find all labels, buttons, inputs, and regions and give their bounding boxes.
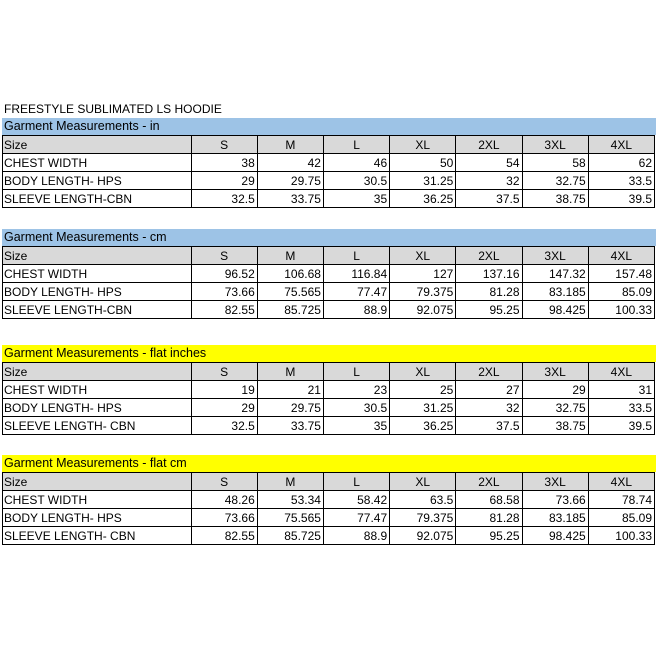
size-header-label: Size (3, 136, 192, 154)
measurement-table (2, 362, 655, 435)
table-row (3, 381, 655, 399)
table-row (3, 265, 655, 283)
size-column-header: 4XL (588, 363, 654, 381)
measurement-value: 83.185 (522, 509, 588, 527)
size-column-header: 2XL (456, 136, 522, 154)
measurement-value: 23 (323, 381, 389, 399)
measurement-value: 38.75 (522, 190, 588, 208)
measurement-label: BODY LENGTH- HPS (3, 509, 192, 527)
measurement-value: 79.375 (390, 509, 456, 527)
size-column-header: XL (390, 363, 456, 381)
size-column-header: L (323, 136, 389, 154)
measurement-value: 36.25 (390, 190, 456, 208)
measurement-value: 32 (456, 399, 522, 417)
measurement-value: 62 (588, 154, 654, 172)
measurement-table (2, 246, 655, 319)
measurement-value: 98.425 (522, 301, 588, 319)
measurement-value: 39.5 (588, 190, 654, 208)
measurement-label: CHEST WIDTH (3, 265, 192, 283)
size-column-header: S (191, 136, 257, 154)
measurement-value: 77.47 (323, 283, 389, 301)
size-column-header: 2XL (456, 473, 522, 491)
measurement-section (2, 455, 656, 545)
measurement-value: 82.55 (191, 527, 257, 545)
size-column-header: M (257, 473, 323, 491)
size-column-header: 2XL (456, 363, 522, 381)
table-row (3, 491, 655, 509)
table-row (3, 509, 655, 527)
section-heading: Garment Measurements - flat inches (2, 345, 656, 362)
size-column-header: 2XL (456, 247, 522, 265)
measurement-value: 85.09 (588, 509, 654, 527)
section-heading: Garment Measurements - flat cm (2, 455, 656, 472)
measurement-value: 27 (456, 381, 522, 399)
measurement-value: 31.25 (390, 399, 456, 417)
measurement-value: 32.75 (522, 399, 588, 417)
measurement-value: 82.55 (191, 301, 257, 319)
size-column-header: M (257, 363, 323, 381)
measurement-label: BODY LENGTH- HPS (3, 283, 192, 301)
measurement-value: 63.5 (390, 491, 456, 509)
measurement-value: 37.5 (456, 417, 522, 435)
measurement-value: 25 (390, 381, 456, 399)
measurement-value: 33.5 (588, 172, 654, 190)
measurement-label: SLEEVE LENGTH- CBN (3, 417, 192, 435)
measurement-value: 68.58 (456, 491, 522, 509)
measurement-value: 36.25 (390, 417, 456, 435)
table-row (3, 154, 655, 172)
size-header-row (3, 473, 655, 491)
measurement-value: 147.32 (522, 265, 588, 283)
measurement-value: 53.34 (257, 491, 323, 509)
size-column-header: S (191, 363, 257, 381)
measurement-label: SLEEVE LENGTH-CBN (3, 301, 192, 319)
measurement-value: 33.75 (257, 417, 323, 435)
size-column-header: 3XL (522, 363, 588, 381)
measurement-value: 83.185 (522, 283, 588, 301)
measurement-table (2, 135, 655, 208)
measurement-section (2, 118, 656, 208)
measurement-value: 98.425 (522, 527, 588, 545)
size-column-header: L (323, 247, 389, 265)
table-row (3, 399, 655, 417)
table-row (3, 417, 655, 435)
measurement-label: CHEST WIDTH (3, 154, 192, 172)
measurement-value: 29.75 (257, 399, 323, 417)
measurement-value: 73.66 (191, 283, 257, 301)
measurement-value: 29 (191, 399, 257, 417)
measurement-value: 100.33 (588, 301, 654, 319)
measurement-value: 77.47 (323, 509, 389, 527)
measurement-value: 88.9 (323, 301, 389, 319)
measurement-value: 137.16 (456, 265, 522, 283)
size-column-header: 3XL (522, 247, 588, 265)
measurement-value: 38.75 (522, 417, 588, 435)
measurement-label: SLEEVE LENGTH-CBN (3, 190, 192, 208)
section-heading: Garment Measurements - in (2, 118, 656, 135)
size-column-header: 4XL (588, 473, 654, 491)
measurement-value: 19 (191, 381, 257, 399)
measurement-value: 157.48 (588, 265, 654, 283)
measurement-value: 95.25 (456, 301, 522, 319)
measurement-value: 29.75 (257, 172, 323, 190)
measurement-value: 81.28 (456, 283, 522, 301)
measurement-value: 30.5 (323, 172, 389, 190)
measurement-value: 85.725 (257, 527, 323, 545)
size-column-header: L (323, 473, 389, 491)
measurement-label: SLEEVE LENGTH- CBN (3, 527, 192, 545)
measurement-value: 42 (257, 154, 323, 172)
measurement-value: 81.28 (456, 509, 522, 527)
measurement-label: CHEST WIDTH (3, 491, 192, 509)
table-row (3, 190, 655, 208)
size-column-header: XL (390, 136, 456, 154)
size-column-header: M (257, 136, 323, 154)
table-row (3, 283, 655, 301)
size-column-header: S (191, 473, 257, 491)
measurement-value: 39.5 (588, 417, 654, 435)
measurement-value: 116.84 (323, 265, 389, 283)
table-row (3, 527, 655, 545)
measurement-value: 73.66 (522, 491, 588, 509)
measurement-value: 32.5 (191, 417, 257, 435)
measurement-label: BODY LENGTH- HPS (3, 172, 192, 190)
measurement-value: 88.9 (323, 527, 389, 545)
measurement-value: 85.725 (257, 301, 323, 319)
size-header-label: Size (3, 247, 192, 265)
table-row (3, 172, 655, 190)
measurement-value: 50 (390, 154, 456, 172)
measurement-value: 58.42 (323, 491, 389, 509)
size-column-header: L (323, 363, 389, 381)
measurement-value: 58 (522, 154, 588, 172)
measurement-value: 85.09 (588, 283, 654, 301)
measurement-value: 92.075 (390, 527, 456, 545)
size-column-header: XL (390, 247, 456, 265)
measurement-value: 32 (456, 172, 522, 190)
size-column-header: XL (390, 473, 456, 491)
measurement-value: 106.68 (257, 265, 323, 283)
size-header-row (3, 247, 655, 265)
size-header-label: Size (3, 473, 192, 491)
measurement-value: 48.26 (191, 491, 257, 509)
measurement-label: BODY LENGTH- HPS (3, 399, 192, 417)
measurement-value: 92.075 (390, 301, 456, 319)
measurement-section (2, 229, 656, 319)
size-column-header: 4XL (588, 136, 654, 154)
measurement-value: 100.33 (588, 527, 654, 545)
measurement-value: 35 (323, 190, 389, 208)
measurement-value: 33.75 (257, 190, 323, 208)
measurement-value: 79.375 (390, 283, 456, 301)
size-column-header: S (191, 247, 257, 265)
measurement-value: 75.565 (257, 509, 323, 527)
measurement-value: 78.74 (588, 491, 654, 509)
measurement-value: 29 (522, 381, 588, 399)
measurement-value: 29 (191, 172, 257, 190)
measurement-value: 31 (588, 381, 654, 399)
measurement-section (2, 345, 656, 435)
measurement-value: 127 (390, 265, 456, 283)
size-column-header: 4XL (588, 247, 654, 265)
measurement-value: 46 (323, 154, 389, 172)
size-header-label: Size (3, 363, 192, 381)
size-column-header: 3XL (522, 136, 588, 154)
measurement-value: 35 (323, 417, 389, 435)
measurement-table (2, 472, 655, 545)
measurement-value: 32.5 (191, 190, 257, 208)
size-column-header: M (257, 247, 323, 265)
measurement-value: 33.5 (588, 399, 654, 417)
measurement-value: 30.5 (323, 399, 389, 417)
measurement-value: 96.52 (191, 265, 257, 283)
document-title: FREESTYLE SUBLIMATED LS HOODIE (4, 102, 222, 116)
measurement-value: 54 (456, 154, 522, 172)
size-column-header: 3XL (522, 473, 588, 491)
measurement-value: 73.66 (191, 509, 257, 527)
measurement-value: 31.25 (390, 172, 456, 190)
size-header-row (3, 136, 655, 154)
measurement-value: 32.75 (522, 172, 588, 190)
measurement-value: 95.25 (456, 527, 522, 545)
table-row (3, 301, 655, 319)
section-heading: Garment Measurements - cm (2, 229, 656, 246)
measurement-value: 21 (257, 381, 323, 399)
size-header-row (3, 363, 655, 381)
measurement-label: CHEST WIDTH (3, 381, 192, 399)
measurement-value: 75.565 (257, 283, 323, 301)
measurement-value: 38 (191, 154, 257, 172)
measurement-value: 37.5 (456, 190, 522, 208)
